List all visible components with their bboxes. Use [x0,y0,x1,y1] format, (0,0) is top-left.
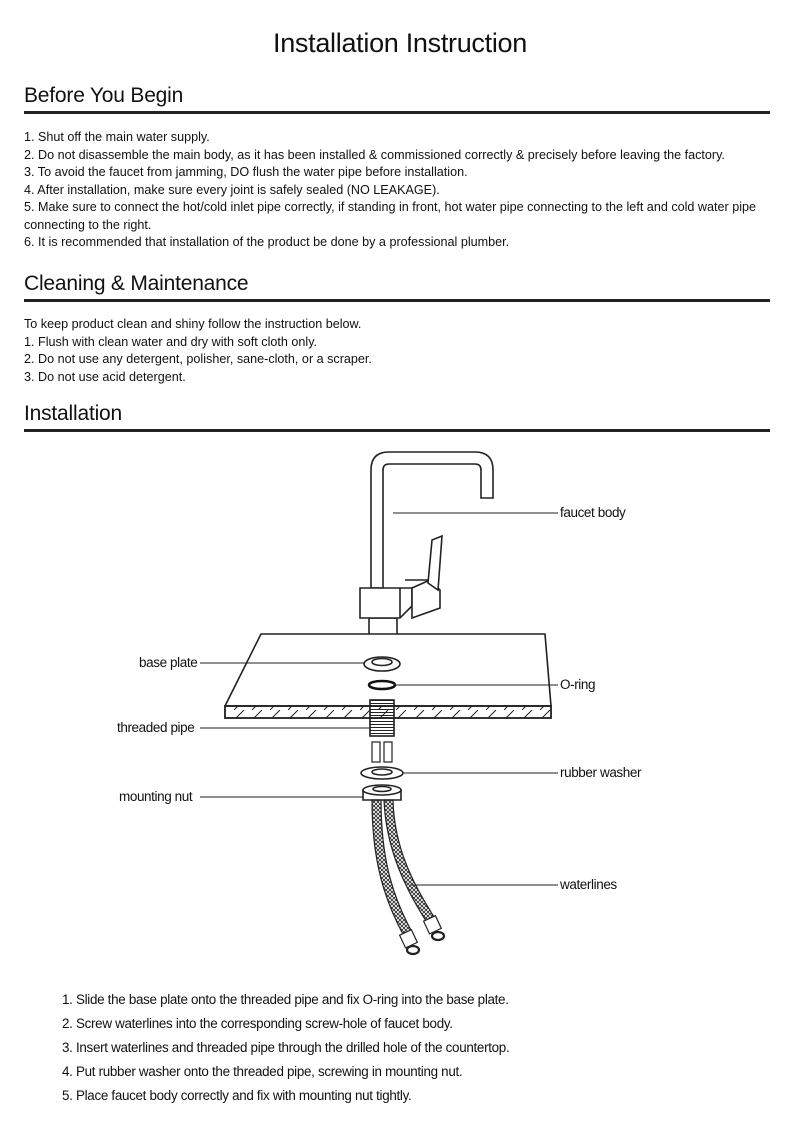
label-rubber-washer: rubber washer [560,765,642,780]
list-item: 4. Put rubber washer onto the threaded pipe, screwing in mounting nut. [62,1064,463,1079]
label-waterlines: waterlines [560,877,617,892]
list-item: 4. After installation, make sure every joint is safely sealed (NO LEAKAGE). [24,182,440,197]
label-base-plate: base plate [139,655,198,670]
before-heading: Before You Begin [24,84,770,114]
label-faucet-body: faucet body [560,505,626,520]
list-item: 5. Make sure to connect the hot/cold inlet pipe correctly, if standing in front, hot water pipe connecting to the left and cold water pipe connecting to the right. [24,200,757,232]
label-threaded-pipe: threaded pipe [117,720,195,735]
cleaning-heading: Cleaning & Maintenance [24,272,770,302]
list-item: 3. Insert waterlines and threaded pipe through the drilled hole of the countertop. [62,1040,510,1055]
list-item: 1. Slide the base plate onto the threaded pipe and fix O-ring into the base plate. [62,992,509,1007]
page-title: Installation Instruction [273,28,527,58]
list-item: 3. To avoid the faucet from jamming, DO flush the water pipe before installation. [24,165,468,179]
list-item: 3. Do not use acid detergent. [24,369,186,384]
waterline-fittings [372,742,392,762]
list-item: 2. Screw waterlines into the corresponding screw-hole of faucet body. [62,1016,453,1031]
list-item: 1. Flush with clean water and dry with soft cloth only. [24,334,318,349]
list-item: 2. Do not use any detergent, polisher, sane-cloth, or a scraper. [24,352,372,366]
list-item: 5. Place faucet body correctly and fix with mounting nut tightly. [62,1088,412,1103]
base-plate-drawing [364,657,400,671]
label-mounting-nut: mounting nut [119,789,193,804]
threaded-pipe-drawing [370,700,394,736]
rubber-washer-drawing [361,767,403,779]
cleaning-intro: To keep product clean and shiny follow the instruction below. [24,317,362,331]
faucet-body-drawing [360,452,493,640]
waterlines-drawing [372,800,444,954]
label-o-ring: O-ring [560,677,596,692]
list-item: 2. Do not disassemble the main body, as it has been installed & commissioned correctly & precisely before leaving the factory. [24,147,725,162]
installation-steps [62,988,509,1108]
mounting-nut-drawing [363,785,401,800]
list-item: 6. It is recommended that installation of the product be done by a professional plumber. [24,235,510,249]
installation-heading: Installation [24,402,770,432]
list-item: 1. Shut off the main water supply. [24,130,210,144]
